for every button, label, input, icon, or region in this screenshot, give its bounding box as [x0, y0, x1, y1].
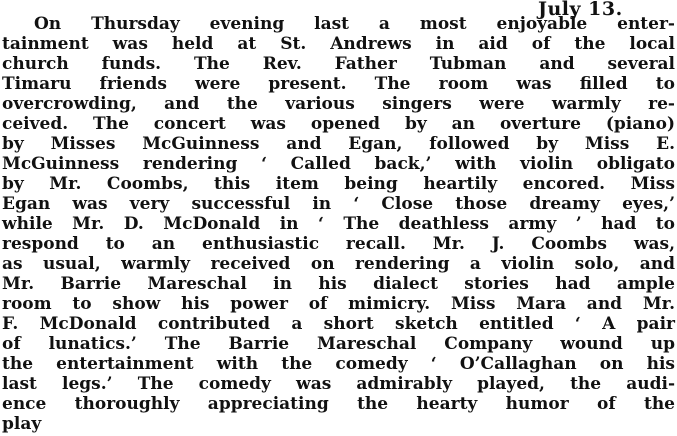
article-line: last legs.’ The comedy was admirably played, the audi- — [2, 374, 675, 394]
article-line: play — [2, 414, 42, 434]
article-line: McGuinness rendering ‘ Called back,’ with violin obligato — [2, 154, 675, 174]
article-line: respond to an enthusiastic recall. Mr. J. Coombs was, — [2, 234, 675, 254]
article-line: On Thursday evening last a most enjoyable enter- — [34, 14, 675, 34]
article-line: the entertainment with the comedy ‘ O’Callaghan on his — [2, 354, 675, 374]
article-line: Timaru friends were present. The room was filled to — [2, 74, 675, 94]
article-line: church funds. The Rev. Father Tubman and several — [2, 54, 675, 74]
article-line: overcrowding, and the various singers were warmly re- — [2, 94, 675, 114]
article-line: by Mr. Coombs, this item being heartily encored. Miss — [2, 174, 675, 194]
article-line: Mr. Barrie Mareschal in his dialect stories had ample — [2, 274, 675, 294]
article-line: F. McDonald contributed a short sketch entitled ‘ A pair — [2, 314, 675, 334]
article-line: of lunatics.’ The Barrie Mareschal Company wound up — [2, 334, 675, 354]
article-line: ence thoroughly appreciating the hearty humor of the — [2, 394, 675, 414]
article-line: while Mr. D. McDonald in ‘ The deathless army ’ had to — [2, 214, 675, 234]
article-line: tainment was held at St. Andrews in aid of the local — [2, 34, 675, 54]
article-line: by Misses McGuinness and Egan, followed by Miss E. — [2, 134, 675, 154]
article-line: Egan was very successful in ‘ Close those dreamy eyes,’ — [2, 194, 675, 214]
article-line: as usual, warmly received on rendering a violin solo, and — [2, 254, 675, 274]
dateline: July 13. — [538, 0, 623, 20]
article-line: ceived. The concert was opened by an overture (piano) — [2, 114, 675, 134]
article-line: room to show his power of mimicry. Miss Mara and Mr. — [2, 294, 675, 314]
